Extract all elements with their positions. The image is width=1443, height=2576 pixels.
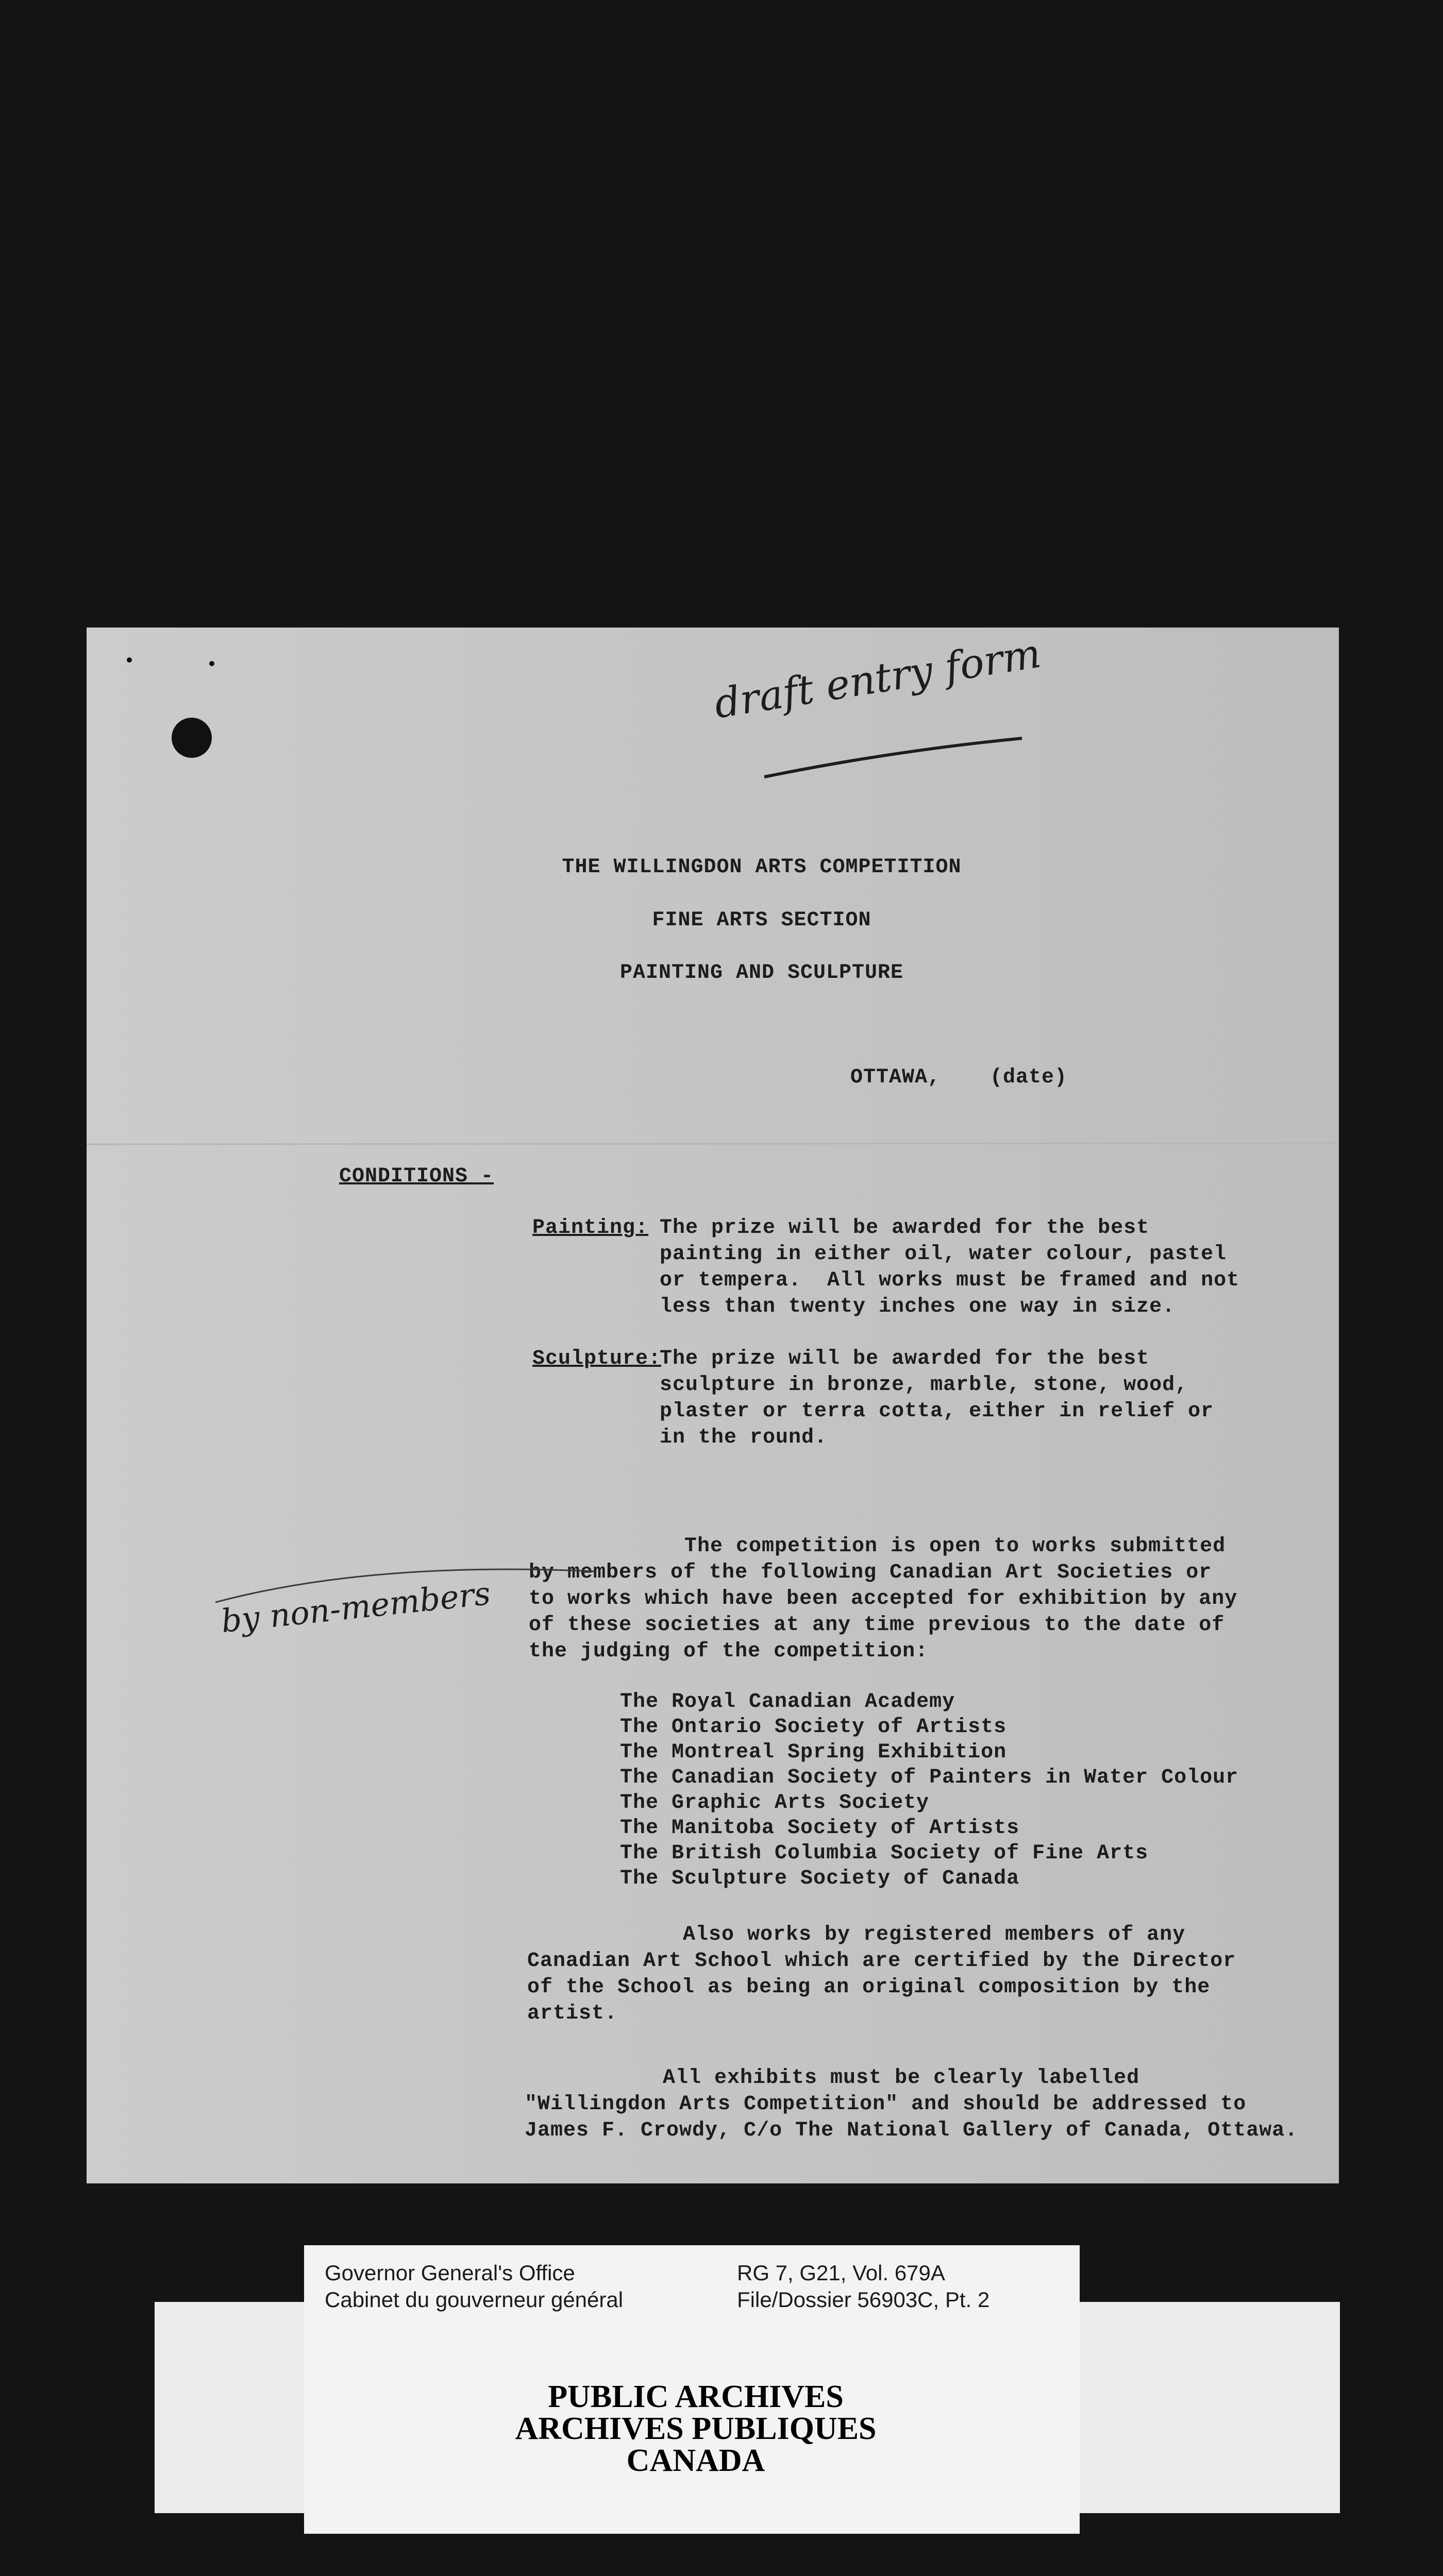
society-item: The British Columbia Society of Fine Arts bbox=[620, 1842, 1149, 1865]
competition-paragraph-line: the judging of the competition: bbox=[529, 1640, 929, 1663]
insertion-line bbox=[215, 1540, 597, 1613]
handwritten-margin-note: by non-members bbox=[219, 1574, 493, 1640]
sculpture-line: The prize will be awarded for the best bbox=[660, 1347, 1150, 1370]
competition-title: THE WILLINGDON ARTS COMPETITION bbox=[562, 856, 962, 879]
society-item: The Canadian Society of Painters in Water Colour bbox=[620, 1766, 1239, 1789]
date-text: (date) bbox=[990, 1066, 1068, 1089]
handwritten-underline bbox=[762, 736, 1025, 782]
conditions-heading: CONDITIONS - bbox=[339, 1165, 494, 1188]
subsection-heading: PAINTING AND SCULPTURE bbox=[619, 961, 904, 985]
society-item: The Montreal Spring Exhibition bbox=[620, 1741, 1007, 1764]
page-crease bbox=[87, 1142, 1339, 1147]
school-paragraph-line: Also works by registered members of any bbox=[683, 1923, 1186, 1946]
painting-label: Painting: bbox=[532, 1216, 649, 1240]
competition-paragraph-line: The competition is open to works submitted bbox=[684, 1535, 1226, 1558]
archives-stamp bbox=[155, 2380, 1237, 2483]
painting-line: less than twenty inches one way in size. bbox=[660, 1295, 1176, 1318]
pin-mark bbox=[209, 661, 214, 666]
competition-paragraph-line: to works which have been accepted for exhibition by any bbox=[529, 1587, 1238, 1611]
archives-name-en: PUBLIC ARCHIVES bbox=[548, 2379, 844, 2414]
pin-mark bbox=[127, 657, 132, 663]
office-name-fr: Cabinet du gouverneur général bbox=[325, 2287, 624, 2312]
archive-reference: RG 7, G21, Vol. 679A bbox=[737, 2261, 945, 2285]
handwritten-note-top: draft entry form bbox=[711, 630, 1044, 728]
school-paragraph-line: of the School as being an original composition by the bbox=[527, 1976, 1211, 1999]
section-heading: FINE ARTS SECTION bbox=[652, 909, 871, 932]
competition-paragraph-line: by members of the following Canadian Art Societies or bbox=[529, 1561, 1212, 1584]
sculpture-line: sculpture in bronze, marble, stone, wood, bbox=[660, 1374, 1188, 1397]
labelling-paragraph-line: "Willingdon Arts Competition" and should be addressed to bbox=[525, 2093, 1247, 2116]
typed-document-page bbox=[87, 628, 1339, 2183]
society-item: The Ontario Society of Artists bbox=[620, 1716, 1007, 1739]
sculpture-label: Sculpture: bbox=[532, 1347, 662, 1370]
place-text: OTTAWA, bbox=[850, 1066, 941, 1089]
society-item: The Graphic Arts Society bbox=[620, 1791, 930, 1815]
archives-country: CANADA bbox=[626, 2443, 765, 2478]
archives-name-fr: ARCHIVES PUBLIQUES bbox=[515, 2411, 877, 2446]
society-item: The Sculpture Society of Canada bbox=[620, 1867, 1020, 1890]
painting-line: or tempera. All works must be framed and not bbox=[660, 1269, 1240, 1292]
painting-line: The prize will be awarded for the best bbox=[660, 1216, 1150, 1240]
office-name-en: Governor General's Office bbox=[325, 2261, 575, 2285]
school-paragraph-line: Canadian Art School which are certified by the Director bbox=[527, 1950, 1236, 1973]
society-item: The Manitoba Society of Artists bbox=[620, 1817, 1020, 1840]
painting-line: painting in either oil, water colour, pastel bbox=[660, 1243, 1227, 1266]
society-item: The Royal Canadian Academy bbox=[620, 1690, 955, 1714]
competition-paragraph-line: of these societies at any time previous to the date of bbox=[529, 1614, 1225, 1637]
school-paragraph-line: artist. bbox=[527, 2002, 618, 2025]
sculpture-line: plaster or terra cotta, either in relief or bbox=[660, 1400, 1214, 1423]
labelling-paragraph-line: All exhibits must be clearly labelled bbox=[663, 2066, 1140, 2090]
sculpture-line: in the round. bbox=[660, 1426, 828, 1449]
punch-hole bbox=[172, 718, 212, 758]
labelling-paragraph-line: James F. Crowdy, C/o The National Gallery of Canada, Ottawa. bbox=[525, 2119, 1298, 2142]
archive-file: File/Dossier 56903C, Pt. 2 bbox=[737, 2287, 990, 2312]
